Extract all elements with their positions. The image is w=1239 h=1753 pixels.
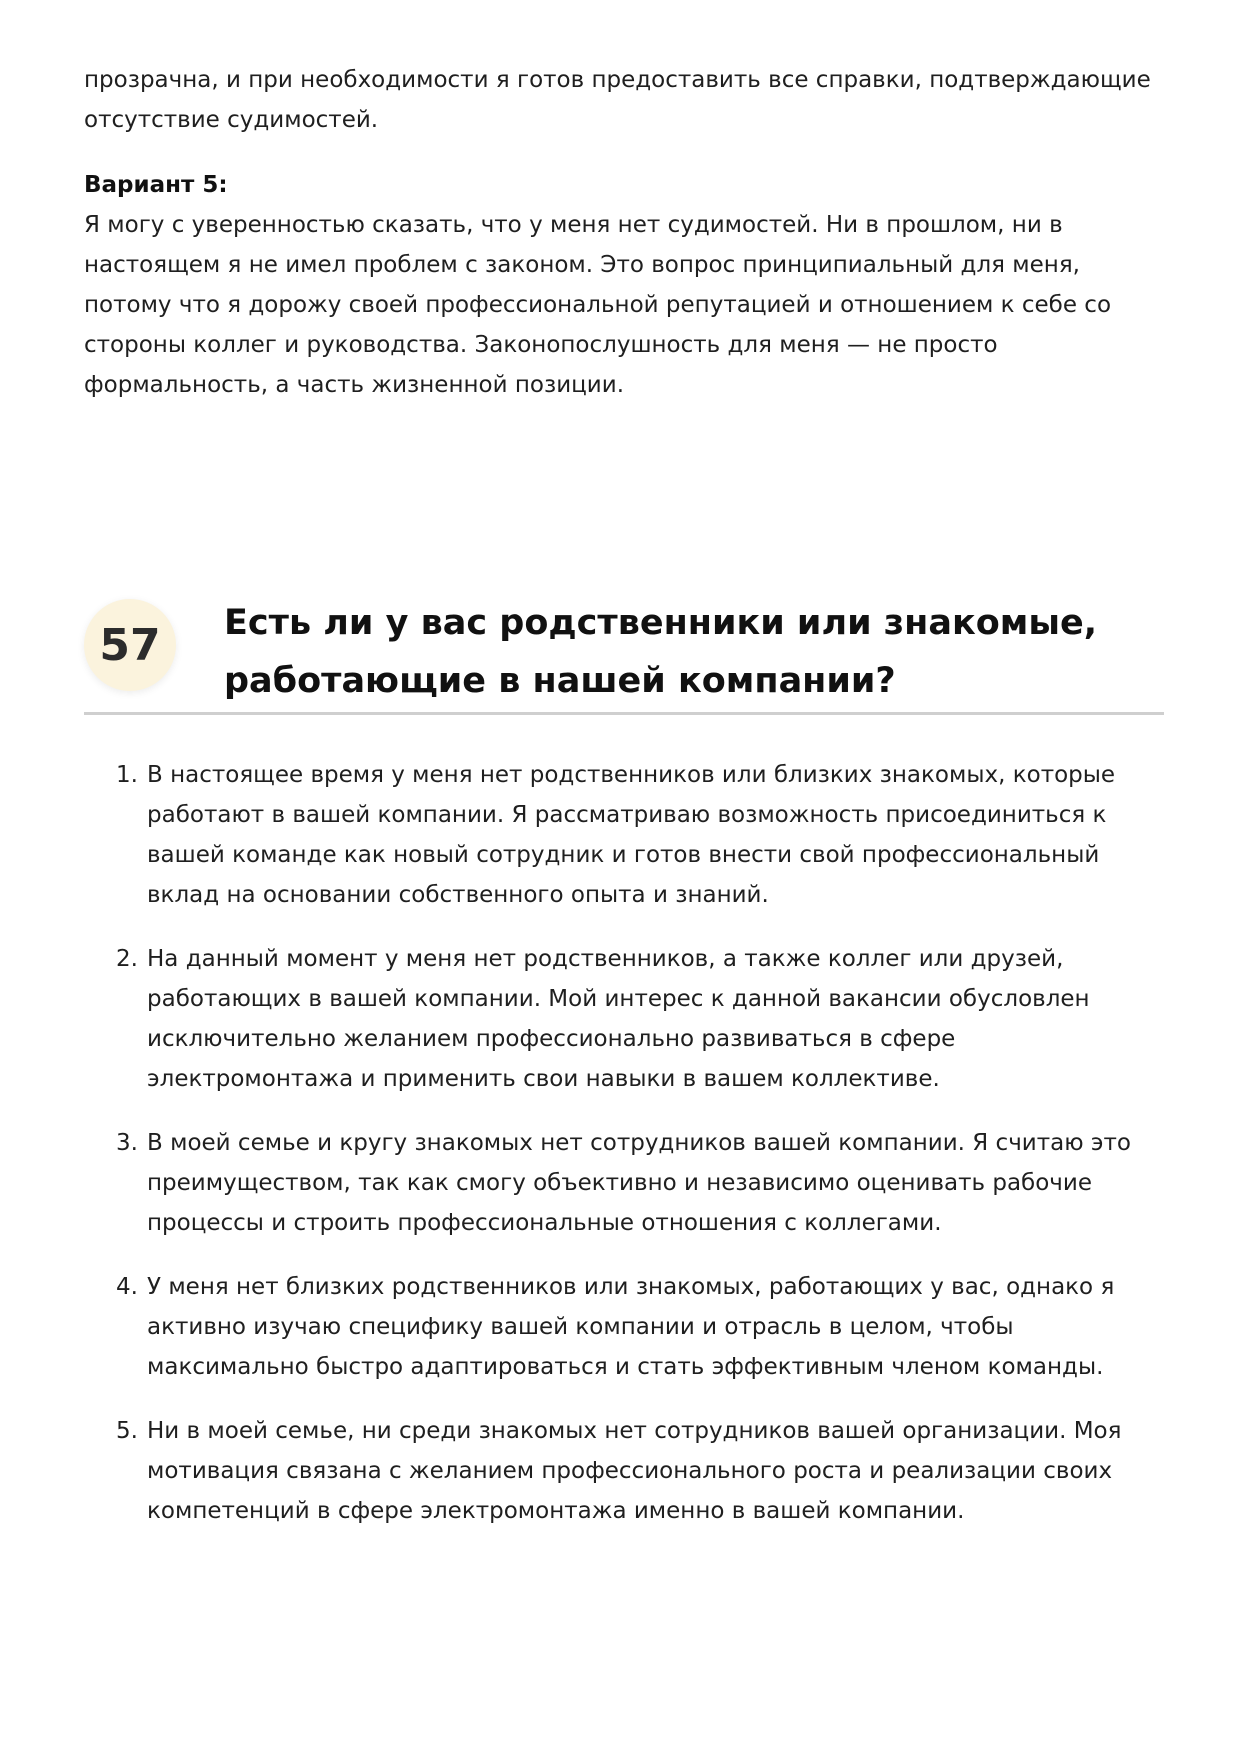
question-divider (84, 712, 1164, 715)
list-item (116, 1123, 1164, 1243)
list-item-text: У меня нет близких родственников или знакомых, работающих у вас, однако я активно изучаю специфику вашей компании и отрасль в целом, чтобы максимально быстро адаптироваться и стать эффективным членом команды. (147, 1274, 1115, 1380)
variant-5-text: Я могу с уверенностью сказать, что у меня нет судимостей. Ни в прошлом, ни в настоящем я не имел проблем с законом. Это вопрос принципиальный для меня, потому что я дорожу своей профессиональной репутацией и отношением к себе со стороны коллег и руководства. Законопослушность для меня — не просто формальность, а часть жизненной позиции. (84, 212, 1112, 398)
variant-5-title: Вариант 5: (84, 172, 228, 198)
list-item-text: В моей семье и кругу знакомых нет сотрудников вашей компании. Я считаю это преимуществом, так как смогу объективно и независимо оценивать рабочие процессы и строить профессиональные отношения с коллегами. (147, 1130, 1131, 1236)
list-item-text: В настоящее время у меня нет родственников или близких знакомых, которые работают в вашей компании. Я рассматриваю возможность присоединиться к вашей команде как новый сотрудник и готов внести свой профессиональный вклад на основании собственного опыта и знаний. (147, 762, 1116, 908)
intro-paragraph: прозрачна, и при необходимости я готов предоставить все справки, подтверждающие отсутствие судимостей. (84, 67, 1151, 133)
list-item-number: 2. (116, 946, 138, 972)
question-number-badge: 57 (84, 599, 176, 691)
question-header (84, 584, 1164, 714)
list-item-number: 4. (116, 1274, 138, 1300)
variant-5-block (84, 165, 1164, 405)
list-item (116, 939, 1164, 1099)
answer-list (116, 755, 1164, 1555)
list-item-text: На данный момент у меня нет родственников, а также коллег или друзей, работающих в вашей компании. Мой интерес к данной вакансии обусловлен исключительно желанием профессионально развиваться в сфере электромонтажа и применить свои навыки в вашем коллективе. (147, 946, 1090, 1092)
list-item-number: 3. (116, 1130, 138, 1156)
list-item (116, 755, 1164, 915)
list-item (116, 1411, 1164, 1531)
list-item-number: 1. (116, 762, 138, 788)
list-item-number: 5. (116, 1418, 138, 1444)
list-item (116, 1267, 1164, 1387)
question-title: Есть ли у вас родственники или знакомые, работающие в нашей компании? (224, 603, 1098, 701)
list-item-text: Ни в моей семье, ни среди знакомых нет сотрудников вашей организации. Моя мотивация связана с желанием профессионального роста и реализации своих компетенций в сфере электромонтажа именно в вашей компании. (147, 1418, 1122, 1524)
